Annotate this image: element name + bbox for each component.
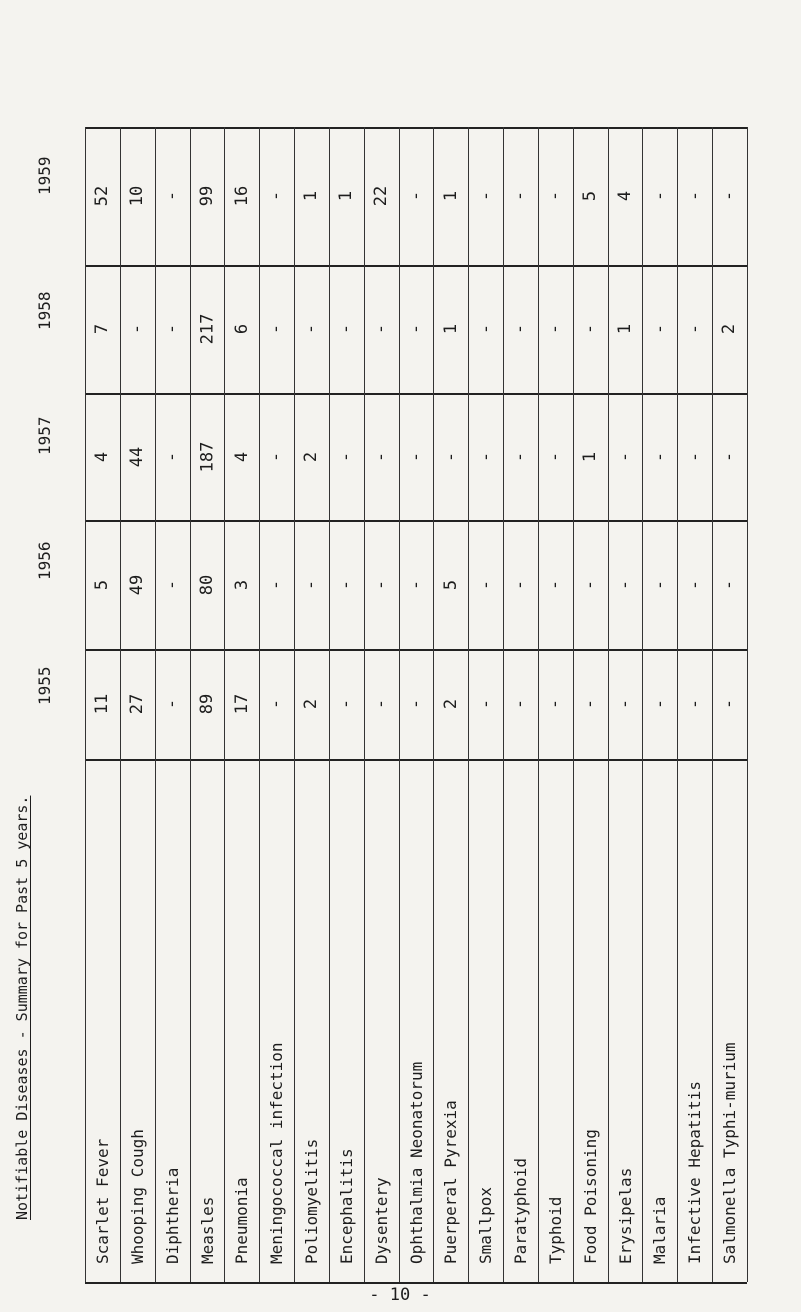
cell-value: 5 [92,579,113,590]
cell-value: 6 [231,323,252,335]
table-cell [120,393,155,520]
cell-value: - [405,698,426,710]
disease-name: Poliomyelitis [302,1138,322,1264]
year-header-1959: 1959 [35,156,54,195]
disease-label-cell [538,767,573,1270]
cell-value: - [615,698,636,710]
cell-value: 1 [615,323,636,335]
cell-value: 5 [580,190,601,202]
cell-value: - [371,579,392,590]
table-cell [329,520,364,649]
table-cell [120,127,155,265]
table-cell [294,520,329,649]
disease-name: Ophthalmia Neonatorum [406,1061,426,1264]
cell-value: 49 [127,574,148,595]
cell-value: 1 [440,323,461,335]
page-title: Notifiable Diseases - Summary for Past 5 years. [13,795,31,1220]
cell-value: - [545,190,566,202]
cell-value: - [545,579,566,590]
disease-label-cell [468,767,503,1270]
table-cell [573,127,608,265]
disease-label-cell [294,767,329,1270]
table-cell [433,127,468,265]
table-cell [468,127,503,265]
table-cell [399,127,434,265]
table-cell [224,649,259,759]
cell-value: - [545,451,566,462]
disease-label-cell [190,767,225,1270]
disease-label-cell [608,767,643,1270]
table-cell [538,265,573,393]
table-cell [573,265,608,393]
table-cell [294,393,329,520]
cell-value: - [684,190,705,202]
cell-value: - [162,579,183,590]
table-cell [259,393,294,520]
cell-value: 1 [440,190,461,202]
table-cell [468,649,503,759]
table-cell [503,127,538,265]
table-cell [190,393,225,520]
cell-value: - [266,579,287,590]
table-cell [120,649,155,759]
cell-value: 44 [127,446,148,467]
disease-label-cell [433,767,468,1270]
cell-value: - [266,323,287,335]
table-cell [433,393,468,520]
table-cell [642,393,677,520]
table-cell [120,265,155,393]
table-cell [712,127,747,265]
cell-value: 99 [196,185,217,207]
table-cell [677,649,712,759]
table-cell [259,127,294,265]
cell-value: 16 [231,185,252,207]
table-cell [642,127,677,265]
table-cell [677,265,712,393]
cell-value: 22 [371,185,392,207]
table-cell [190,127,225,265]
cell-value: 2 [440,698,461,710]
disease-name: Measles [197,1196,217,1264]
cell-value: - [336,323,357,335]
cell-value: 187 [196,441,217,472]
disease-label-cell [503,767,538,1270]
cell-value: 3 [231,579,252,590]
disease-name: Diphtheria [162,1167,182,1264]
table-cell [364,127,399,265]
cell-value: - [510,323,531,335]
cell-value: 17 [231,693,252,715]
table-cell [399,393,434,520]
cell-value: - [336,579,357,590]
table-cell [155,649,190,759]
table-cell [224,127,259,265]
table-cell [503,265,538,393]
table-cell [155,265,190,393]
cell-value: - [336,698,357,710]
table-cell [573,649,608,759]
disease-name: Encephalitis [336,1148,356,1264]
disease-label-cell [259,767,294,1270]
cell-value: 217 [196,313,217,345]
cell-value: - [510,451,531,462]
cell-value: - [580,579,601,590]
cell-value: - [649,698,670,710]
cell-value: - [475,579,496,590]
table-cell [294,127,329,265]
table-cell [468,393,503,520]
table-rule [85,759,747,761]
table-cell [503,393,538,520]
table-cell [224,393,259,520]
cell-value: 1 [580,451,601,462]
table-cell [433,265,468,393]
table-cell [538,649,573,759]
table-cell [190,265,225,393]
table-cell [468,520,503,649]
disease-label-cell [329,767,364,1270]
disease-name: Typhoid [545,1196,565,1264]
cell-value: 5 [440,579,461,590]
table-cell [677,393,712,520]
disease-name: Malaria [650,1196,670,1264]
cell-value: - [475,698,496,710]
cell-value: - [649,579,670,590]
cell-value: - [405,579,426,590]
table-cell [503,649,538,759]
cell-value: - [336,451,357,462]
disease-name: Pneumonia [232,1177,252,1264]
table-cell [608,393,643,520]
table-cell [259,265,294,393]
cell-value: 4 [615,190,636,202]
year-header-1957: 1957 [35,416,54,455]
disease-name: Dysentery [371,1177,391,1264]
disease-name: Meningococcal infection [267,1042,287,1264]
table-cell [329,127,364,265]
cell-value: 27 [127,693,148,715]
cell-value: 7 [92,323,113,335]
disease-name: Paratyphoid [511,1158,531,1264]
table-cell [85,393,120,520]
cell-value: - [475,190,496,202]
disease-name: Whooping Cough [127,1129,147,1264]
cell-value: - [162,190,183,202]
cell-value: - [580,698,601,710]
table-cell [399,265,434,393]
table-cell [712,265,747,393]
cell-value: - [371,698,392,710]
table-cell [608,127,643,265]
page-number: - 10 - [369,1285,431,1305]
cell-value: 1 [336,190,357,202]
disease-name: Smallpox [476,1186,496,1264]
cell-value: - [162,451,183,462]
disease-label-cell [399,767,434,1270]
cell-value: - [684,698,705,710]
table-cell [259,649,294,759]
table-cell [677,127,712,265]
cell-value: - [405,190,426,202]
cell-value: 10 [127,185,148,207]
cell-value: - [719,698,740,710]
cell-value: - [580,323,601,335]
cell-value: - [510,190,531,202]
table-cell [608,520,643,649]
disease-name: Puerperal Pyrexia [441,1100,461,1264]
table-cell [224,265,259,393]
table-cell [155,520,190,649]
table-cell [329,649,364,759]
table-cell [364,649,399,759]
table-cell [190,520,225,649]
cell-value: - [615,451,636,462]
cell-value: - [301,323,322,335]
table-cell [642,265,677,393]
cell-value: - [649,323,670,335]
table-cell [712,649,747,759]
year-header-1958: 1958 [35,291,54,330]
cell-value: - [405,323,426,335]
cell-value: - [301,579,322,590]
table-cell [329,265,364,393]
table-cell [573,520,608,649]
cell-value: 11 [92,693,113,715]
disease-label-cell [155,767,190,1270]
cell-value: - [719,579,740,590]
disease-name: Erysipelas [615,1167,635,1264]
table-cell [155,127,190,265]
disease-label-cell [642,767,677,1270]
cell-value: 52 [92,185,113,207]
table-column-rule [747,127,748,1282]
table-cell [608,265,643,393]
year-header-1956: 1956 [35,541,54,580]
table-cell [642,649,677,759]
table-cell [364,265,399,393]
cell-value: - [371,323,392,335]
disease-name: Scarlet Fever [93,1138,112,1264]
table-cell [433,520,468,649]
cell-value: - [684,451,705,462]
cell-value: - [545,323,566,335]
table-cell [399,649,434,759]
year-header-1955: 1955 [35,666,54,705]
disease-label-cell [364,767,399,1270]
cell-value: - [684,323,705,335]
cell-value: 2 [301,451,322,462]
table-cell [364,520,399,649]
cell-value: 4 [231,451,252,462]
table-cell [190,649,225,759]
table-cell [155,393,190,520]
table-cell [85,127,120,265]
disease-name: Salmonella Typhi-murium [720,1042,740,1264]
disease-name: Infective Hepatitis [685,1080,705,1264]
cell-value: - [510,579,531,590]
cell-value: 2 [301,698,322,710]
cell-value: - [475,451,496,462]
cell-value: - [127,323,148,335]
table-cell [538,520,573,649]
table-cell [712,520,747,649]
cell-value: - [649,451,670,462]
cell-value: - [475,323,496,335]
cell-value: - [266,698,287,710]
cell-value: - [510,698,531,710]
cell-value: - [405,451,426,462]
cell-value: 1 [301,190,322,202]
disease-label-cell [712,767,747,1270]
table-cell [85,265,120,393]
table-cell [573,393,608,520]
cell-value: 80 [196,574,217,595]
cell-value: - [615,579,636,590]
cell-value: 4 [92,451,113,462]
cell-value: - [266,190,287,202]
table-cell [259,520,294,649]
table-cell [712,393,747,520]
table-cell [294,265,329,393]
table-cell [433,649,468,759]
disease-label-cell [573,767,608,1270]
summary-table [85,127,747,1282]
table-cell [85,649,120,759]
cell-value: - [162,323,183,335]
table-cell [399,520,434,649]
disease-name: Food Poisoning [580,1129,600,1264]
table-cell [329,393,364,520]
table-cell [85,520,120,649]
cell-value: - [266,451,287,462]
table-cell [608,649,643,759]
table-cell [364,393,399,520]
cell-value: - [371,451,392,462]
table-cell [468,265,503,393]
disease-label-cell [85,767,120,1270]
cell-value: - [545,698,566,710]
disease-label-cell [677,767,712,1270]
disease-label-cell [120,767,155,1270]
disease-label-cell [224,767,259,1270]
cell-value: 2 [719,323,740,335]
table-cell [677,520,712,649]
table-cell [224,520,259,649]
cell-value: - [162,698,183,710]
cell-value: 89 [196,693,217,715]
cell-value: - [719,190,740,202]
table-cell [538,127,573,265]
cell-value: - [649,190,670,202]
cell-value: - [684,579,705,590]
table-cell [120,520,155,649]
table-cell [538,393,573,520]
cell-value: - [719,451,740,462]
table-cell [503,520,538,649]
cell-value: - [440,451,461,462]
table-cell [642,520,677,649]
table-cell [294,649,329,759]
